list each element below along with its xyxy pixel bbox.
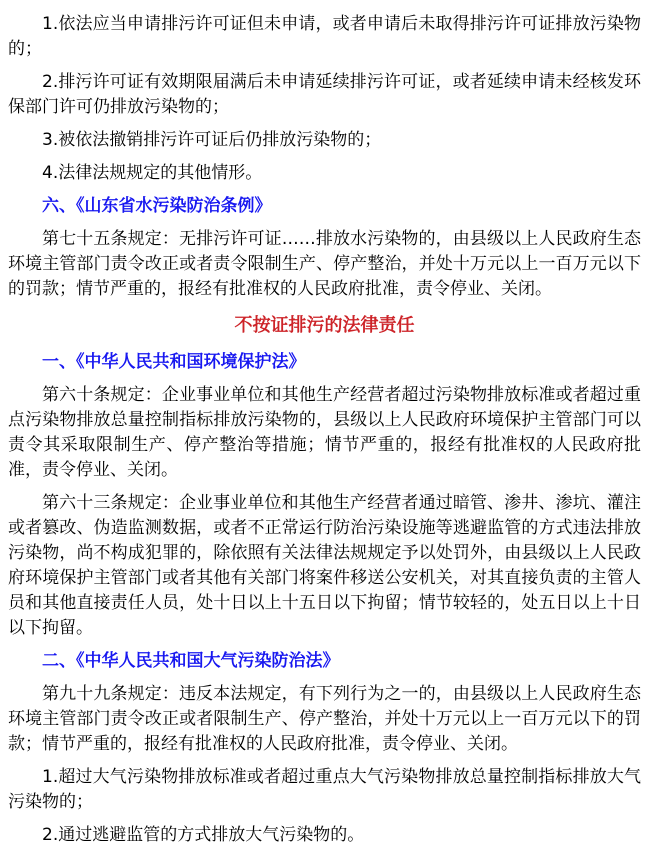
- section-heading-air-pollution-law: 二、《中华人民共和国大气污染防治法》: [42, 651, 340, 671]
- article-60-paragraph: 第六十条规定：企业事业单位和其他生产经营者超过污染物排放标准或者超过重点污染物排放总量控制指标排放污染物的，县级以上人民政府环境保护主管部门可以责令其采取限制生产、停产整治等措施；情节严重的，报经有批准权的人民政府批准，责令停业、关闭。: [8, 385, 641, 480]
- section-heading-environmental-protection-law: 一、《中华人民共和国环境保护法》: [42, 352, 306, 372]
- page-title-legal-liability: 不按证排污的法律责任: [234, 315, 415, 336]
- list-item-exceed-air-emission-standard: 1.超过大气污染物排放标准或者超过重点大气污染物排放总量控制指标排放大气污染物的；: [8, 767, 641, 812]
- article-99-paragraph: 第九十九条规定：违反本法规定，有下列行为之一的，由县级以上人民政府生态环境主管部门责令改正或者限制生产、停产整治，并处十万元以上一百万元以下的罚款；情节严重的，报经有批准权的人民政府批准，责令停业、关闭。: [8, 684, 641, 754]
- list-item-evade-supervision: 2.通过逃避监管的方式排放大气污染物的。: [42, 825, 365, 844]
- article-75-paragraph: 第七十五条规定：无排污许可证……排放水污染物的，由县级以上人民政府生态环境主管部门责令改正或者责令限制生产、停产整治，并处十万元以上一百万元以下的罚款；情节严重的，报经有批准权的人民政府批准，责令停业、关闭。: [8, 229, 641, 299]
- list-item-no-permit-unapplied: 1.依法应当申请排污许可证但未申请，或者申请后未取得排污许可证排放污染物的；: [8, 14, 641, 59]
- list-item-permit-revoked: 3.被依法撤销排污许可证后仍排放污染物的；: [42, 130, 382, 150]
- article-63-paragraph: 第六十三条规定：企业事业单位和其他生产经营者通过暗管、渗井、渗坑、灌注或者篡改、伪造监测数据，或者不正常运行防治污染设施等逃避监管的方式违法排放污染物，尚不构成犯罪的，除依照有关法律法规规定予以处罚外，由县级以上人民政府环境保护主管部门或者其他有关部门将案件移送公安机关，对其直接负责的主管人员和其他直接责任人员，处十日以上十五日以下拘留；情节较轻的，处五日以上十日以下拘留。: [8, 493, 641, 638]
- list-item-other-circumstances: 4.法律法规规定的其他情形。: [42, 163, 263, 183]
- section-heading-shandong-water-regulation: 六、《山东省水污染防治条例》: [42, 196, 272, 216]
- list-item-permit-expired: 2.排污许可证有效期限届满后未申请延续排污许可证，或者延续申请未经核发环保部门许可仍排放污染物的；: [8, 72, 641, 117]
